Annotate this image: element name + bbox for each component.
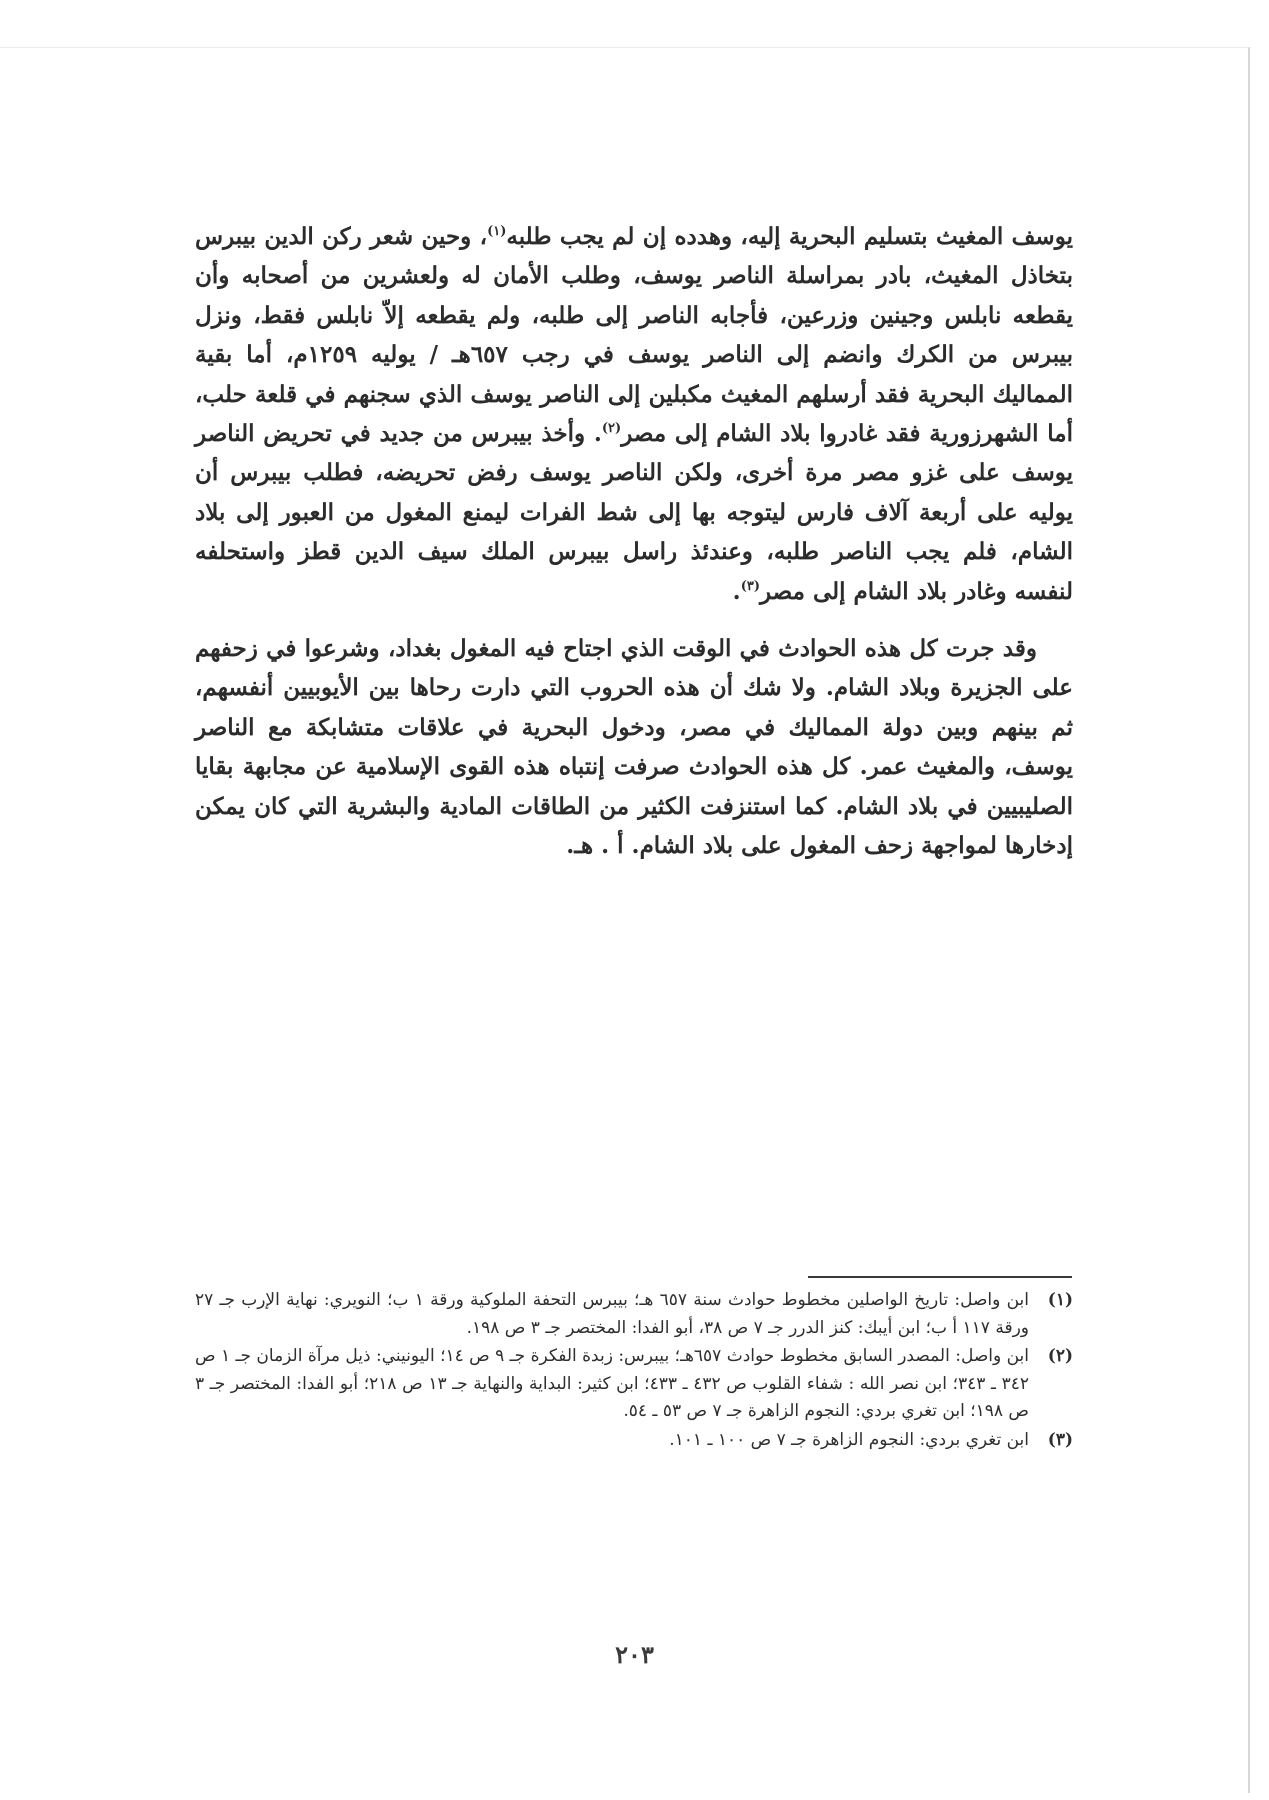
text-segment: ، وحين شعر ركن الدين بيبرس بتخاذل المغيث، بادر بمراسلة الناصر يوسف، وطلب الأمان له ولعشرين من أصحابه وأن يقطعه نابلس وجينين وزرعين، فأجابه الناصر إلى طلبه، ولم يقطعه إلاّ نابلس فقط، ونزل بيبرس من الكرك وانضم إلى الناصر يوسف في رجب ٦٥٧هـ / يوليه ١٢٥٩م، أما بقية المماليك البحرية فقد أرسلهم المغيث مكبلين إلى الناصر يوسف الذي سجنهم في قلعة حلب، أما الشهرزورية فقد غادروا بلاد الشام إلى مصر [195,223,1073,448]
paragraph-1 [195,217,1073,611]
footnote-1 [195,1287,1073,1342]
text-segment: . [732,577,741,605]
footnote-text: ابن واصل: المصدر السابق مخطوط حوادث ٦٥٧هـ؛ بيبرس: زبدة الفكرة جـ ٩ ص ١٤؛ اليونيني: ذيل مرآة الزمان جـ ١ ص ٣٤٢ ـ ٣٤٣؛ ابن نصر الله : شفاء القلوب ص ٤٣٢ ـ ٤٣٣؛ ابن كثير: البداية والنهاية جـ ١٣ ص ٢١٨؛ أبو الفدا: المختصر جـ ٣ ص ١٩٨؛ ابن تغري بردي: النجوم الزاهرة جـ ٧ ص ٥٣ ـ ٥٤. [195,1346,1029,1421]
footnote-number: (١) [1047,1290,1073,1310]
footnote-3 [195,1427,1073,1455]
footnote-2 [195,1343,1073,1426]
footnote-number: (٣) [1047,1429,1073,1450]
footnote-separator [808,1276,1072,1278]
paragraph-2 [195,629,1073,865]
text-segment: يوسف المغيث بتسليم البحرية إليه، وهدده إن لم يجب طلبه [506,223,1073,250]
text-segment: وقد جرت كل هذه الحوادث في الوقت الذي اجتاح فيه المغول بغداد، وشرعوا في زحفهم على الجزيرة وبلاد الشام. ولا شك أن هذه الحروب التي دارت رحاها بين الأيوبيين أنفسهم، ثم بينهم وبين دولة المماليك في مصر، ودخول البحرية في علاقات متشابكة مع الناصر يوسف، والمغيث عمر. كل هذه الحوادث صرفت إنتباه هذه القوى الإسلامية عن مجابهة بقايا الصليبيين في بلاد الشام. كما استنزفت الكثير من الطاقات المادية والبشرية التي كان يمكن إدخارها لمواجهة زحف المغول على بلاد الشام. أ . هـ. [195,635,1073,860]
footnote-ref-2[interactable]: (٢) [601,421,622,437]
main-text [195,217,1073,866]
page-number: ٢٠٣ [615,1640,654,1669]
footnote-ref-3[interactable]: (٣) [740,578,760,594]
text-segment: . وأخذ بيبرس من جديد في تحريض الناصر يوسف على غزو مصر مرة أخرى، ولكن الناصر يوسف رفض تحريضه، فطلب بيبرس أن يوليه على أربعة آلاف فارس ليتوجه بها إلى شط الفرات ليمنع المغول من العبور إلى بلاد الشام، فلم يجب الناصر طلبه، وعندئذ راسل بيبرس الملك سيف الدين قطز واستحلفه لنفسه وغادر بلاد الشام إلى مصر [195,420,1073,605]
footnote-ref-1[interactable]: (١) [487,224,507,239]
footnote-number: (٢) [1047,1346,1073,1366]
footnotes [195,1287,1073,1455]
footnote-text: ابن تغري بردي: النجوم الزاهرة جـ ٧ ص ١٠٠ ـ ١٠١. [669,1429,1029,1450]
footnote-text: ابن واصل: تاريخ الواصلين مخطوط حوادث سنة ٦٥٧ هـ؛ بيبرس التحفة الملوكية ورقة ١ ب؛ النويري: نهاية الإرب جـ ٢٧ ورقة ١١٧ أ ب؛ ابن أيبك: كنز الدرر جـ ٧ ص ٣٨، أبو الفدا: المختصر جـ ٣ ص ١٩٨. [195,1290,1029,1338]
